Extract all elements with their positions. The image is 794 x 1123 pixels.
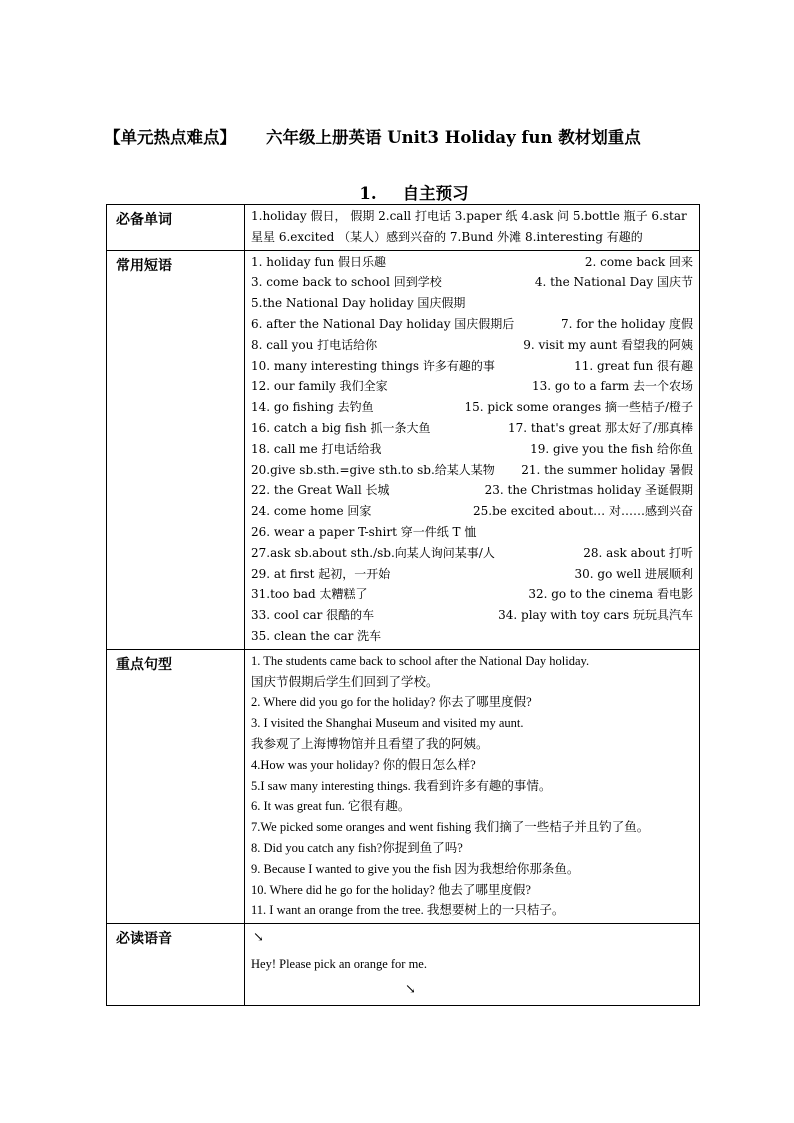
phrase-right: 34. play with toy cars 玩玩具汽车 <box>498 608 693 623</box>
phrase-row <box>251 460 693 481</box>
phrase-row <box>251 252 693 273</box>
study-table <box>106 204 700 1006</box>
sentence-line: 10. Where did he go for the holiday? 他去了哪里度假? <box>251 882 531 897</box>
phrase-row <box>251 439 693 460</box>
pronunciation-row <box>107 924 700 1006</box>
phrase-left: 18. call me 打电话给我 <box>251 441 382 456</box>
phrase-row <box>251 418 693 439</box>
phrase-right: 9. visit my aunt 看望我的阿姨 <box>523 337 693 352</box>
phrase-left: 10. many interesting things 许多有趣的事 <box>251 358 495 373</box>
phrase-right: 32. go to the cinema 看电影 <box>528 587 693 602</box>
phrase-right: 28. ask about 打听 <box>583 545 693 560</box>
phrase-left: 5.the National Day holiday 国庆假期 <box>251 296 466 311</box>
sentence-line: 6. It was great fun. 它很有趣。 <box>251 799 411 814</box>
section-name: 自主预习 <box>402 184 469 203</box>
phrase-right: 17. that's great 那太好了/那真棒 <box>507 420 693 435</box>
phrase-row <box>251 522 693 543</box>
phrase-row <box>251 314 693 335</box>
phrase-left: 35. clean the car 洗车 <box>251 628 382 643</box>
phrase-left: 31.too bad 太糟糕了 <box>251 587 368 602</box>
pronunciation-content <box>245 924 700 1006</box>
sentence-line: 我参观了上海博物馆并且看望了我的阿姨。 <box>251 736 489 751</box>
phrase-right: 7. for the holiday 度假 <box>560 316 693 331</box>
phrase-right: 19. give you the fish 给你鱼 <box>530 441 693 456</box>
title-text: 六年级上册英语 Unit3 Holiday fun 教材划重点 <box>266 128 641 147</box>
phrase-left: 12. our family 我们全家 <box>251 379 388 394</box>
vocab-line: 1.holiday 假日， 假期 2.call 打电话 3.paper 纸 4.ask 问 5.bottle 瓶子 6.star <box>251 209 687 223</box>
sentences-content <box>245 649 700 923</box>
phrase-row <box>251 272 693 293</box>
phrase-row <box>251 376 693 397</box>
document-title <box>104 124 704 148</box>
intonation-arrow-icon: ↘ <box>405 982 416 998</box>
phrase-right: 30. go well 进展顺利 <box>574 566 693 581</box>
phrase-row <box>251 543 693 564</box>
phrase-right: 21. the summer holiday 暑假 <box>521 462 693 477</box>
phrase-left: 3. come back to school 回到学校 <box>251 275 442 290</box>
phrase-row <box>251 397 693 418</box>
phrases-row <box>107 250 700 649</box>
sentences-label: 重点句型 <box>107 649 245 923</box>
phrase-row <box>251 626 693 647</box>
sentence-line: 1. The students came back to school after the National Day holiday. <box>251 653 590 668</box>
sentence-line: 11. I want an orange from the tree. 我想要树上的一只桔子。 <box>251 903 565 918</box>
pronunciation-sentence: Hey! Please pick an orange for me. <box>251 957 427 972</box>
phrase-right: 13. go to a farm 去一个农场 <box>532 379 693 394</box>
phrase-left: 22. the Great Wall 长城 <box>251 483 390 498</box>
phrase-left: 24. come home 回家 <box>251 504 372 519</box>
phrase-row <box>251 293 693 314</box>
phrase-right: 15. pick some oranges 摘一些桔子/橙子 <box>464 400 693 415</box>
sentence-line: 9. Because I wanted to give you the fish 因为我想给你那条鱼。 <box>251 861 580 876</box>
intonation-arrow-icon: ↘ <box>253 930 264 946</box>
pronunciation-label: 必读语音 <box>107 924 245 1006</box>
sentence-line: 3. I visited the Shanghai Museum and visited my aunt. <box>251 716 524 731</box>
title-tag: 【单元热点难点】 <box>104 128 236 147</box>
vocab-content <box>245 205 700 251</box>
phrase-right: 4. the National Day 国庆节 <box>534 275 693 290</box>
phrase-row <box>251 564 693 585</box>
phrase-left: 16. catch a big fish 抓一条大鱼 <box>251 420 431 435</box>
phrase-left: 27.ask sb.about sth./sb.向某人询问某事/人 <box>251 545 495 560</box>
phrase-right: 2. come back 回来 <box>584 254 693 269</box>
phrase-row <box>251 501 693 522</box>
phrase-left: 8. call you 打电话给你 <box>251 337 378 352</box>
sentences-row <box>107 649 700 923</box>
sentence-line: 国庆节假期后学生们回到了学校。 <box>251 674 439 689</box>
vocab-label: 必备单词 <box>107 205 245 251</box>
sentence-line: 4.How was your holiday? 你的假日怎么样? <box>251 757 476 772</box>
phrases-content <box>245 250 700 649</box>
phrase-row <box>251 605 693 626</box>
sentence-line: 2. Where did you go for the holiday? 你去了哪里度假? <box>251 695 532 710</box>
phrase-left: 1. holiday fun 假日乐趣 <box>251 254 387 269</box>
section-number: 1. <box>359 184 377 203</box>
phrase-left: 29. at first 起初，一开始 <box>251 566 391 581</box>
sentence-line: 8. Did you catch any fish?你捉到鱼了吗? <box>251 840 463 855</box>
phrase-left: 14. go fishing 去钓鱼 <box>251 400 374 415</box>
phrase-row <box>251 356 693 377</box>
vocab-row <box>107 205 700 251</box>
phrase-left: 33. cool car 很酷的车 <box>251 608 375 623</box>
phrase-row <box>251 584 693 605</box>
vocab-line: 星星 6.excited （某人）感到兴奋的 7.Bund 外滩 8.interesting 有趣的 <box>251 229 643 244</box>
phrase-left: 6. after the National Day holiday 国庆假期后 <box>251 316 515 331</box>
phrase-right: 23. the Christmas holiday 圣诞假期 <box>484 483 693 498</box>
sentence-line: 5.I saw many interesting things. 我看到许多有趣的事情。 <box>251 778 552 793</box>
phrase-row <box>251 335 693 356</box>
phrase-right: 11. great fun 很有趣 <box>574 358 693 373</box>
sentence-line: 7.We picked some oranges and went fishing 我们摘了一些桔子并且钓了鱼。 <box>251 820 650 835</box>
phrase-right: 25.be excited about… 对……感到兴奋 <box>473 504 693 519</box>
phrases-label: 常用短语 <box>107 250 245 649</box>
phrase-row <box>251 480 693 501</box>
phrase-left: 20.give sb.sth.=give sth.to sb.给某人某物 <box>251 462 495 477</box>
phrase-left: 26. wear a paper T-shirt 穿一件纸 T 恤 <box>251 524 477 539</box>
section-heading <box>0 180 794 204</box>
